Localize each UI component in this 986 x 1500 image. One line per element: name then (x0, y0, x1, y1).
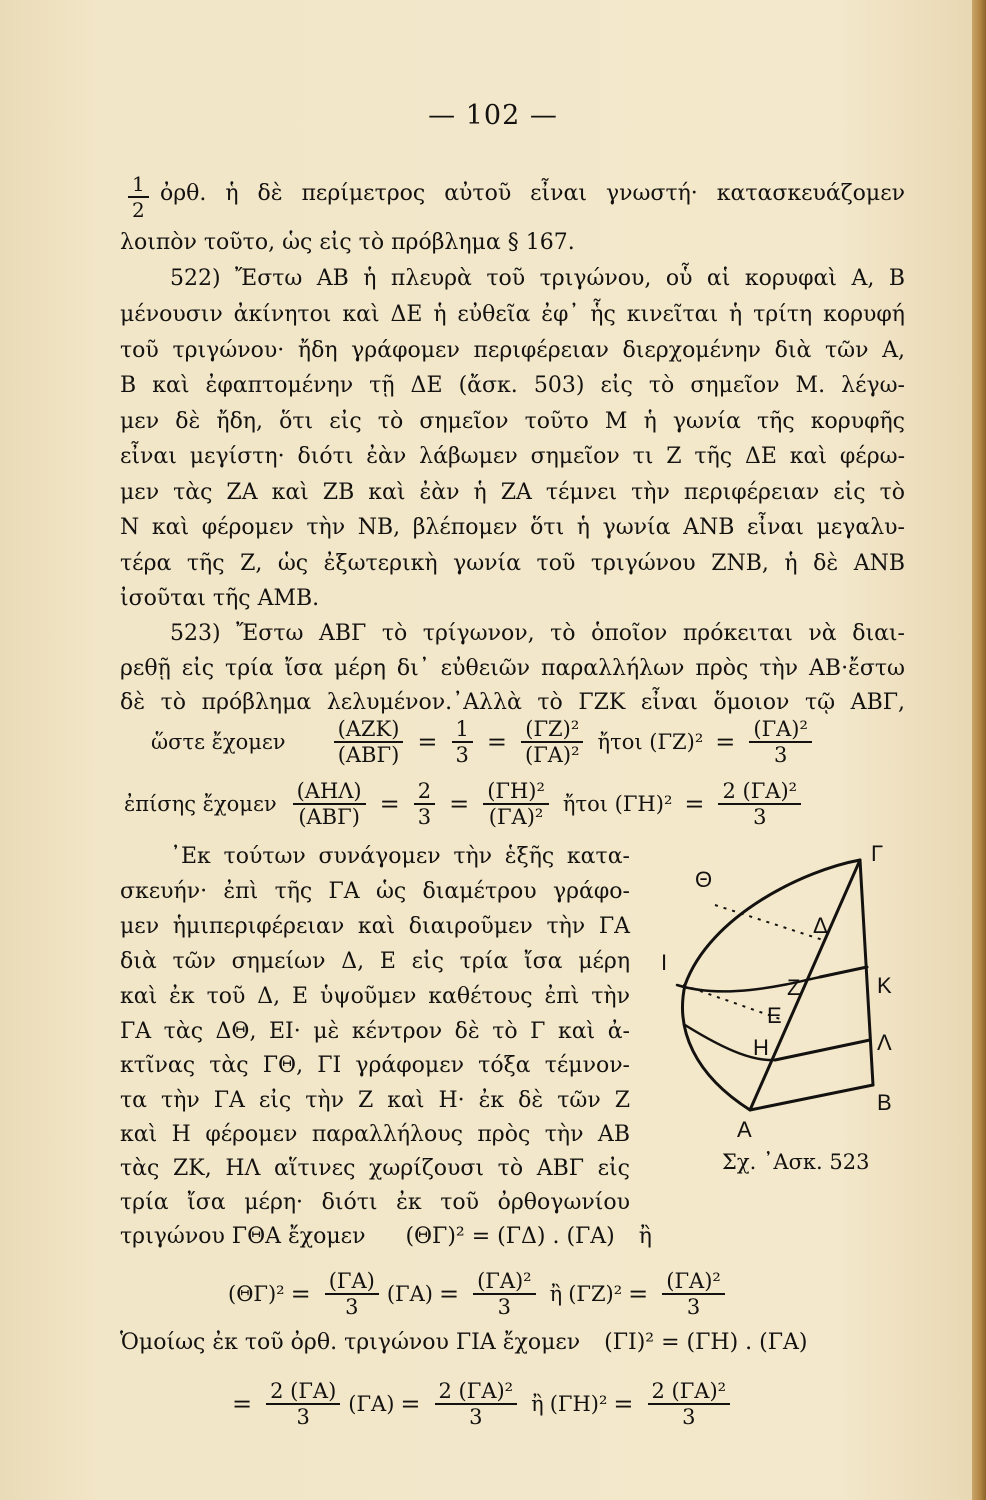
eq4-frac1-den: 3 (345, 1295, 359, 1319)
equals-sign: = (379, 790, 400, 818)
eq4-lhs: (ΘΓ)² (228, 1282, 285, 1306)
text-line: ὀρθ. ἡ δὲ περίμετρος αὐτοῦ εἶναι γνωστή· κατασκευάζομεν (160, 181, 905, 206)
half-numerator: 1 (128, 173, 149, 198)
equation-1 (145, 718, 820, 766)
eq2-frac2-num: 2 (414, 780, 435, 805)
eq6-frac1-num: 2 (ΓΑ) (266, 1380, 340, 1405)
equals-sign: = (417, 728, 438, 756)
eq5-text: Ὁμοίως ἐκ τοῦ ὀρθ. τριγώνου ΓΙΑ ἔχομεν (120, 1330, 581, 1355)
eq6-frac2-num: 2 (ΓΑ)² (435, 1380, 518, 1405)
eq2-mid: ἤτοι (ΓΗ)² (562, 792, 673, 816)
label-gamma: Γ (871, 841, 884, 866)
equals-sign: = (628, 1280, 649, 1308)
eq2-frac4-num: 2 (ΓΑ)² (718, 780, 801, 805)
eq6-eta: ἢ (531, 1392, 544, 1416)
label-eta: Η (753, 1035, 769, 1060)
eq6-frac3-num: 2 (ΓΑ)² (648, 1380, 731, 1405)
eq3-eta: ἢ (638, 1224, 652, 1249)
eq1-frac3-den: (ΓΑ)² (525, 743, 580, 767)
side-ab (750, 1085, 873, 1110)
eq4-frac1-num: (ΓΑ) (325, 1270, 379, 1295)
col-text-line: σκευήν· ἐπὶ τῆς ΓΑ ὡς διαμέτρου γράφο- (120, 879, 630, 904)
eq2-frac3-num: (ΓΗ)² (483, 780, 549, 805)
col-text-line: τρία ἴσα μέρη· διότι ἐκ τοῦ ὀρθογωνίου (120, 1190, 630, 1215)
eq1-frac3-num: (ΓΖ)² (521, 718, 583, 743)
eq1-frac4-den: 3 (773, 743, 788, 767)
eq1-frac1-num: (ΑΖΚ) (334, 718, 404, 743)
eq6-frac1-den: 3 (296, 1405, 310, 1429)
equals-sign: = (290, 1280, 311, 1308)
eq4-frac3-den: 3 (686, 1295, 701, 1319)
equals-sign: = (684, 790, 705, 818)
equals-sign: = (486, 728, 507, 756)
col-text-line: τα τὴν ΓΑ εἰς τὴν Ζ καὶ Η· ἐκ δὲ τῶν Ζ (120, 1088, 630, 1113)
half-fraction (120, 172, 157, 221)
eq6-frac2-den: 3 (469, 1405, 483, 1429)
parallel-hl (775, 1040, 870, 1060)
problem-522-heading: 522) Ἔστω ΑΒ ἡ πλευρὰ τοῦ τριγώνου, οὗ αἱ κορυφαὶ Α, Β (170, 266, 905, 291)
side-gb (860, 860, 873, 1085)
eq2-frac4-den: 3 (753, 805, 767, 829)
eq2-frac3-den: (ΓΑ)² (488, 805, 544, 829)
label-epsilon: Ε (767, 1003, 782, 1028)
label-zeta: Ζ (787, 975, 801, 1000)
col-text-line: καὶ ἐκ τοῦ Δ, Ε ὑψοῦμεν καθέτους ἐπὶ τὴν (120, 984, 630, 1009)
equals-sign: = (613, 1390, 634, 1418)
equals-sign: = (449, 790, 470, 818)
problem-523-heading: 523) Ἔστω ΑΒΓ τὸ τρίγωνον, τὸ ὁποῖον πρόκειται νὰ διαι- (170, 621, 905, 646)
half-denominator: 2 (132, 198, 145, 222)
eq6-mult: (ΓΑ) (348, 1392, 395, 1416)
label-delta: Δ (813, 913, 828, 938)
text-line: τοῦ τριγώνου· ἤδη γράφομεν περιφέρειαν διερχομένην διὰ τῶν Α, (120, 338, 905, 363)
eq2-frac1-num: (ΑΗΛ) (293, 780, 366, 805)
eq1-frac2-num: 1 (452, 718, 473, 743)
label-iota: Ι (661, 950, 668, 975)
col-text-line: κτῖνας τὰς ΓΘ, ΓΙ γράφομεν τόξα τέμνον- (120, 1053, 630, 1078)
eq4-frac2-num: (ΓΑ)² (473, 1270, 536, 1295)
triangle-construction-figure (655, 835, 905, 1140)
eq4-frac3-num: (ΓΑ)² (662, 1270, 725, 1295)
figure-caption: Σχ. ᾽Ασκ. 523 (722, 1150, 870, 1174)
text-line: Ν καὶ φέρομεν τὴν ΝΒ, βλέπομεν ὅτι ἡ γωνία ΑΝΒ εἶναι μεγαλυ- (120, 515, 905, 540)
col-text-line: καὶ Η φέρομεν παραλλήλους πρὸς τὴν ΑΒ (120, 1122, 630, 1147)
eq2-lead: ἐπίσης ἔχομεν (124, 792, 277, 816)
col-text-line: μεν ἡμιπεριφέρειαν καὶ διαιροῦμεν τὴν ΓΑ (120, 914, 630, 939)
col-text-line: τὰς ΖΚ, ΗΛ αἵτινες χωρίζουσι τὸ ΑΒΓ εἰς (120, 1156, 630, 1181)
equation-6 (226, 1380, 738, 1428)
eq5-relation: (ΓΙ)² = (ΓΗ) . (ΓΑ) (604, 1330, 808, 1355)
text-line: μένουσιν ἀκίνητοι καὶ ΔΕ ἡ εὐθεῖα ἐφ᾽ ἧς κινεῖται ἡ τρίτη κορυφή (120, 302, 905, 327)
text-line: λοιπὸν τοῦτο, ὡς εἰς τὸ πρόβλημα § 167. (120, 230, 575, 255)
page-edge (972, 0, 986, 1500)
col-text-line: ΓΑ τὰς ΔΘ, ΕΙ· μὲ κέντρον δὲ τὸ Γ καὶ ἀ- (120, 1019, 630, 1044)
text-line: μεν τὰς ΖΑ καὶ ΖΒ καὶ ἐὰν ἡ ΖΑ τέμνει τὴν περιφέρειαν εἰς τὸ (120, 480, 905, 505)
eq1-mid: ἤτοι (ΓΖ)² (597, 730, 704, 754)
col-text-line: διὰ τῶν σημείων Δ, Ε εἰς τρία ἴσα μέρη (120, 949, 630, 974)
eq1-frac4-num: (ΓΑ)² (749, 718, 812, 743)
text-line: ρεθῇ εἰς τρία ἴσα μέρη δι᾽ εὐθειῶν παραλλήλων πρὸς τὴν ΑΒ·ἔστω (120, 656, 905, 681)
text-line: Β καὶ ἐφαπτομένην τῇ ΔΕ (ἄσκ. 503) εἰς τὸ σημεῖον Μ. λέγω- (120, 373, 905, 398)
eq1-frac2-den: 3 (455, 743, 469, 767)
eq6-lhs: (ΓΗ)² (549, 1392, 608, 1416)
eq2-frac2-den: 3 (417, 805, 432, 829)
eq1-lead: ὥστε ἔχομεν (151, 730, 286, 754)
eq4-eta: ἢ (549, 1282, 563, 1306)
eq6-frac3-den: 3 (682, 1405, 696, 1429)
parallel-zk (820, 967, 867, 977)
eq2-frac1-den: (ΑΒΓ) (298, 805, 360, 829)
col-text-line: ᾽Εκ τούτων συνάγομεν τὴν ἑξῆς κατα- (170, 844, 630, 869)
eq4-mult: (ΓΑ) (386, 1282, 433, 1306)
label-alpha: Α (737, 1117, 752, 1140)
equation-5 (120, 1330, 813, 1355)
equation-3 (120, 1224, 658, 1249)
eq1-frac1-den: (ΑΒΓ) (337, 743, 400, 767)
label-kappa: Κ (877, 973, 892, 998)
eq4-frac2-den: 3 (497, 1295, 512, 1319)
eq3-relation: (ΘΓ)² = (ΓΔ) . (ΓΑ) (405, 1224, 615, 1249)
equals-sign: = (715, 728, 736, 756)
semicircle-arc (683, 860, 860, 1110)
eq3-text: τριγώνου ΓΘΑ ἔχομεν (120, 1224, 366, 1249)
equals-sign: = (400, 1390, 421, 1418)
label-lambda: Λ (877, 1030, 892, 1055)
equals-sign: = (232, 1390, 253, 1418)
text-line: εἶναι μεγίστη· διότι ἐὰν λάβωμεν σημεῖον τι Ζ τῆς ΔΕ καὶ φέρω- (120, 444, 905, 469)
equation-2 (118, 780, 809, 828)
equals-sign: = (438, 1280, 460, 1308)
text-line: μεν δὲ ἤδη, ὅτι εἰς τὸ σημεῖον τοῦτο Μ ἡ γωνία τῆς κορυφῆς (120, 409, 905, 434)
text-line: δὲ τὸ πρόβλημα λελυμένον.᾽Αλλὰ τὸ ΓΖΚ εἶναι ὅμοιον τῷ ΑΒΓ, (120, 690, 905, 715)
eq4-lhs2: (ΓΖ)² (568, 1282, 623, 1306)
text-line: τέρα τῆς Ζ, ὡς ἐξωτερικὴ γωνία τοῦ τριγώνου ΖΝΒ, ἡ δὲ ΑΝΒ (120, 551, 905, 576)
text-line: ἰσοῦται τῆς ΑΜΒ. (120, 586, 320, 611)
page-number: — 102 — (428, 100, 558, 131)
label-beta: Β (877, 1090, 892, 1115)
equation-4 (228, 1270, 733, 1318)
label-theta: Θ (695, 867, 713, 892)
